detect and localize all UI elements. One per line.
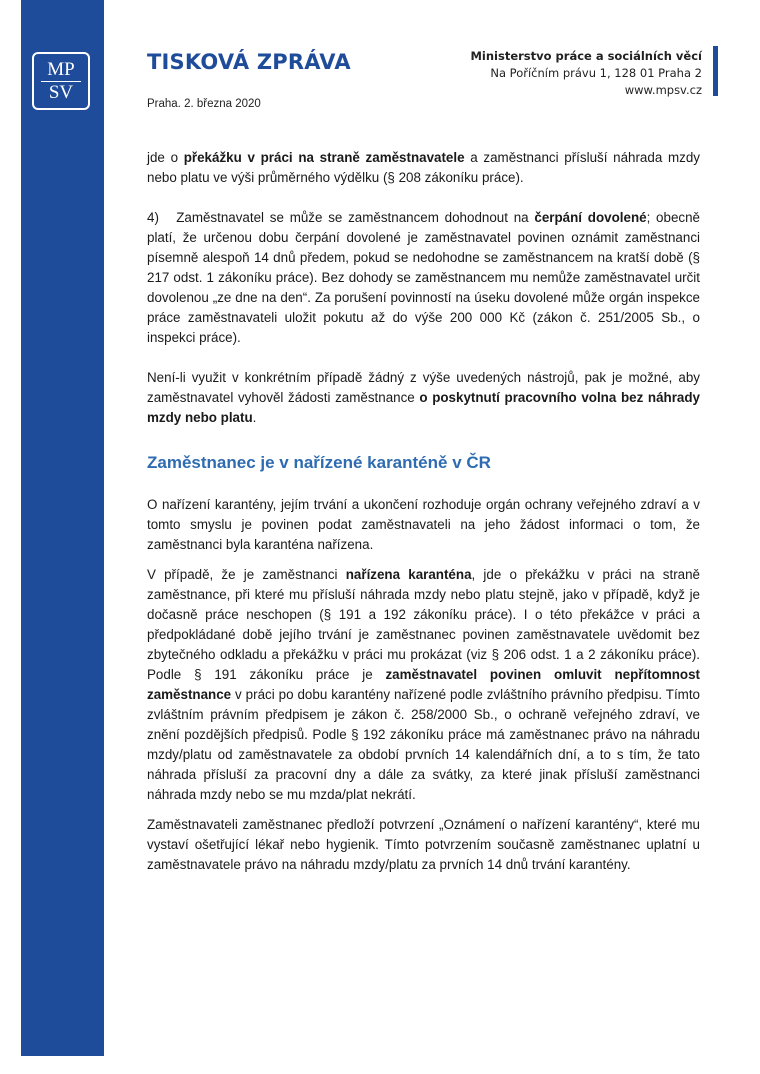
text-run: v práci po dobu karantény nařízené podle zvláštního právního předpisu. Tímto zvláštním právním předpisem je zákon č. 258/2000 Sb., o ochraně veřejného zdraví, ve znění pozdějších předpisů. Podle § 192 zákoníku práce má zaměstnanec právo na náhradu mzdy/platu od zaměstnavatele za období prvních 14 kalendářních dní, a to s tím, že tato náhrada přísluší za pracovní dny a dále za svátky, za které jinak přísluší zaměstnanci náhrada mzdy nebo se mu mzda/plat nekrátí. [147,687,700,802]
ministry-address: Na Poříčním právu 1, 128 01 Praha 2 [490,66,702,80]
text-run: V případě, že je zaměstnanci [147,567,346,582]
mpsv-logo [32,52,90,110]
logo-text-bottom: SV [48,81,74,103]
document-body [147,148,700,875]
header-accent-bar [713,46,718,96]
ministry-website: www.mpsv.cz [624,83,702,97]
release-date: Praha. 2. března 2020 [147,98,261,110]
text-run: a zaměstnanci přísluší náhrada mzdy nebo platu ve výši průměrného výdělku (§ 208 zákoníku práce). [147,150,700,185]
paragraph-quarantine-order: O nařízení karantény, jejím trvání a ukončení rozhoduje orgán ochrany veřejného zdraví a v tomto smyslu je povinen podat zaměstnavateli na jeho žádost informaci o tom, že zaměstnanci byla karanténa nařízena. [147,497,700,552]
bold-run: zaměstnavatel povinen omluvit nepřítomnost zaměstnance [147,667,700,702]
text-run: 4) Zaměstnavatel se může se zaměstnancem dohodnout na [147,210,535,225]
text-run: , jde o překážku v práci na straně zaměstnance, při které mu přísluší náhrada mzdy nebo platu stejně, jako v případě, když je dočasně práce neschopen (§ 191 a 192 zákoníku práce). I o této překážce v práci a předpokládané době jejího trvání je zaměstnanec povinen zaměstnavatele uvědomit bez zbytečného odkladu a překážku v práci mu prokázat (viz § 206 odst. 1 a 2 zákoníku práce). Podle § 191 zákoníku práce je [147,567,700,682]
bold-run: nařízena karanténa [345,567,472,582]
paragraph-vacation [147,208,700,348]
text-run: ; obecně platí, že určenou dobu čerpání dovolené je zaměstnavatel povinen oznámit zaměstnanci písemně alespoň 14 dnů předem, pokud se nedohodne se zaměstnancem na kratší době (§ 217 odst. 1 zákoníku práce). Bez dohody se zaměstnancem mu nemůže zaměstnavatel určit dovolenou „ze dne na den“. Za porušení povinností na úseku dovolené může orgán inspekce práce zaměstnavateli uložit pokutu až do výše 200 000 Kč (zákon č. 251/2005 Sb., o inspekci práce). [147,210,700,345]
press-release-title: TISKOVÁ ZPRÁVA [147,50,351,74]
bold-run: o poskytnutí pracovního volna bez náhrady mzdy nebo platu [147,390,700,425]
ministry-name: Ministerstvo práce a sociálních věcí [470,49,702,63]
ministry-contact [470,48,702,99]
text-run: . [252,410,257,425]
logo-text-top: MP [47,58,75,80]
text-run: jde o [147,150,184,165]
section-heading-quarantine: Zaměstnanec je v nařízené karanténě v ČR [147,453,491,472]
paragraph-quarantine-certificate: Zaměstnavateli zaměstnanec předloží potvrzení „Oznámení o nařízení karantény“, které mu vystaví ošetřující lékař nebo hygienik. Tímto potvrzením současně zaměstnanec uplatní u zaměstnavatele právo na náhradu mzdy/platu za prvních 14 dnů trvání karantény. [147,817,700,872]
paragraph-quarantine-compensation [147,565,700,805]
paragraph-obstacle-employer [147,148,700,188]
bold-run: čerpání dovolené [534,210,647,225]
bold-run: překážku v práci na straně zaměstnavatele [183,150,465,165]
paragraph-unpaid-leave [147,368,700,428]
text-run: Není-li využit v konkrétním případě žádný z výše uvedených nástrojů, pak je možné, aby zaměstnavatel vyhověl žádosti zaměstnance [147,370,700,405]
brand-sidebar [21,0,104,1056]
